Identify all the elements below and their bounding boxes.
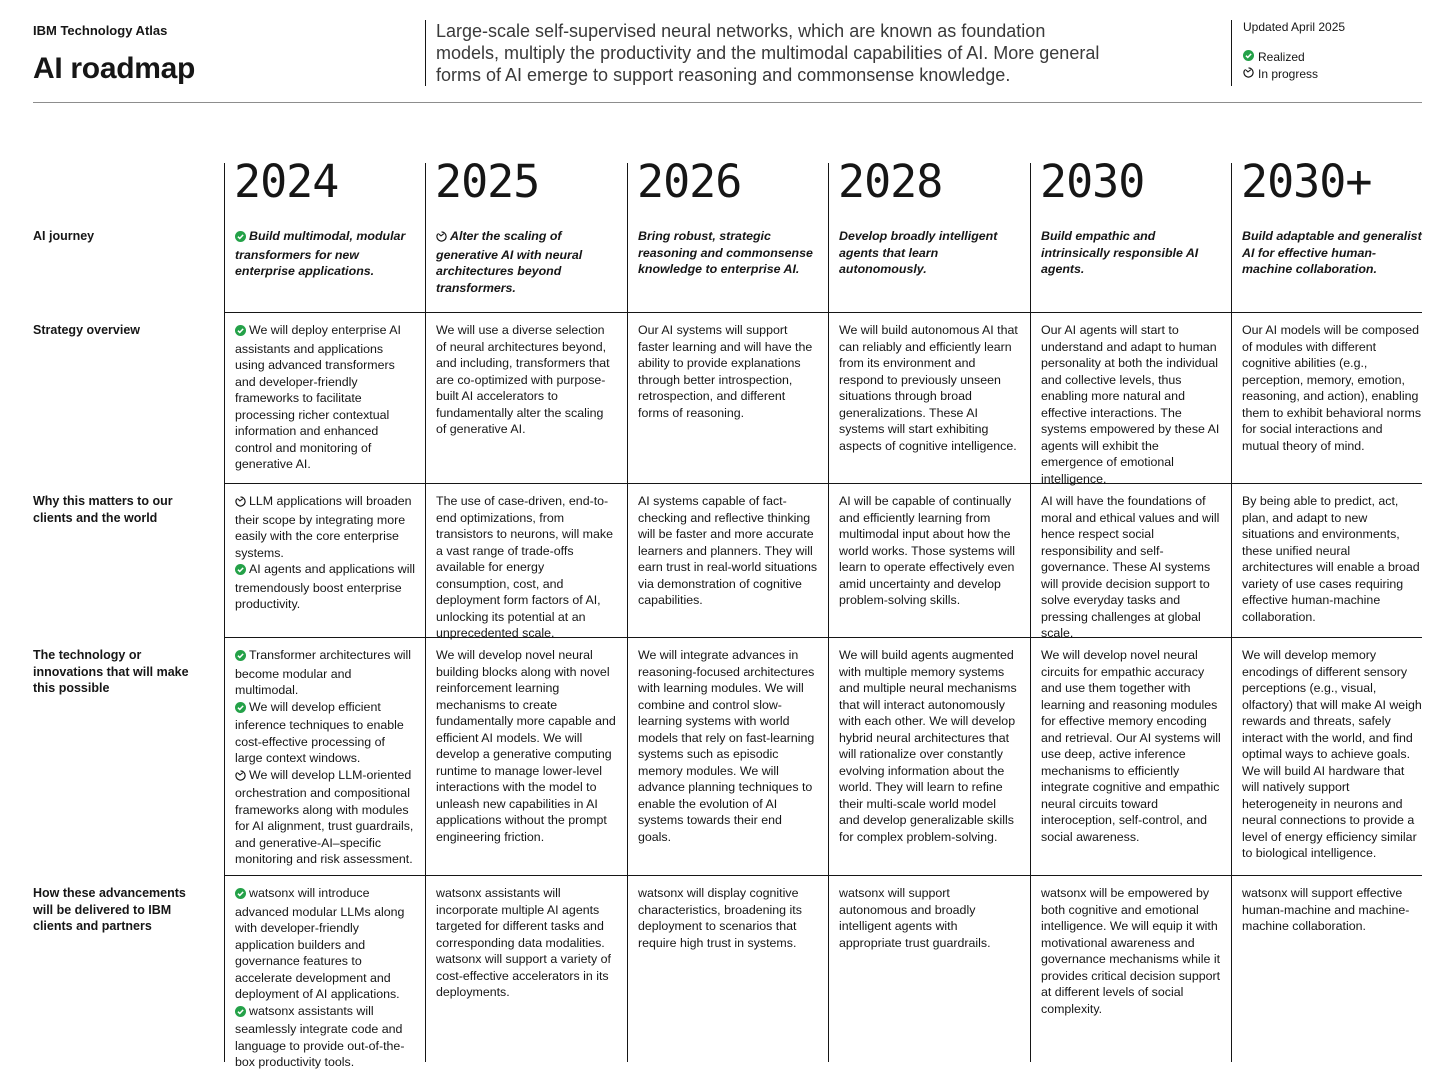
delivery-cell-2030	[1041, 885, 1221, 1017]
journey-item	[436, 228, 616, 296]
delivery-item	[235, 1003, 415, 1071]
tech-item-text: We will develop novel neural circuits for empathic accuracy and use them together with learning and reasoning modules for effective memory encoding and retrieval. Our AI systems will use deep, active inference mechanisms to efficiently integrate cognitive and empathic neural circuits toward interoception, self-control, and social awareness.	[1041, 648, 1221, 844]
delivery-item	[839, 885, 1019, 951]
row-label-tech: The technology or innovations that will make this possible	[33, 648, 189, 695]
column-divider	[425, 163, 426, 1062]
check-circle-icon	[235, 701, 246, 718]
tech-cell-2030	[1041, 647, 1221, 845]
why-item-text: AI will be capable of continually and efficiently learning from multimodal input about how the world works. Those systems will learn to operate effectively even amid uncertainty and develop problem-solving skills.	[839, 494, 1016, 607]
legend-realized	[1243, 48, 1345, 65]
journey-item	[235, 228, 415, 280]
column-divider	[828, 163, 829, 1062]
check-circle-icon	[235, 1005, 246, 1022]
tech-item-text: We will develop memory encodings of different sensory perceptions (e.g., visual, olfactory) that will make AI weigh rewards and threats, safely interact with the world, and find optimal ways to achieve goals. We will build AI hardware that will natively support heterogeneity in neurons and neural connections to provide a level of energy efficiency similar to biological intelligence.	[1242, 648, 1422, 860]
tech-cell-2025	[436, 647, 616, 845]
tech-item	[638, 647, 818, 845]
delivery-item-text: watsonx will introduce advanced modular LLMs along with developer-friendly application builders and governance features to accelerate development and deployment of AI applications.	[235, 886, 405, 1001]
tech-item-text: We will develop LLM-oriented orchestration and compositional frameworks along with modules for AI alignment, trust guardrails, and generative-AI–specific monitoring and risk assessment.	[235, 767, 414, 866]
row-label-journey: AI journey	[33, 229, 95, 243]
row-divider	[224, 637, 1422, 638]
why-cell-2030+	[1242, 493, 1422, 625]
tech-item	[1041, 647, 1221, 845]
check-circle-icon	[1243, 50, 1258, 64]
tech-cell-2028	[839, 647, 1019, 845]
tech-item	[839, 647, 1019, 845]
delivery-cell-2024	[235, 885, 415, 1071]
check-circle-icon	[235, 230, 246, 247]
intro-text: Large-scale self-supervised neural networks, which are known as foundation models, multiply the productivity and the multimodal capabilities of AI. More general forms of AI emerge to support reasoning and commonsense knowledge.	[425, 20, 1105, 86]
tech-item-text: We will develop novel neural building blocks along with novel reinforcement learning mechanisms to create fundamentally more capable and efficient AI models. We will develop a generative computing runtime to manage lower-level interactions with the model to unleash new capabilities in AI applications without the prompt engineering friction.	[436, 648, 616, 844]
journey-cell-2025	[436, 228, 616, 296]
strategy-cell-2028	[839, 322, 1019, 454]
check-circle-icon	[235, 563, 246, 580]
strategy-item-text: Our AI agents will start to understand and adapt to human personality at both the individual and collective levels, thus enabling more natural and effective interactions. The systems empowered by these AI agents will exhibit the emergence of emotional intelligence.	[1041, 323, 1220, 486]
strategy-item-text: We will use a diverse selection of neural architectures beyond, and including, transformers that are co-optimized with purpose-built AI accelerators to fundamentally alter the scaling of generative AI.	[436, 323, 610, 436]
delivery-item	[235, 885, 415, 1003]
delivery-item-text: watsonx will support autonomous and broadly intelligent agents with appropriate trust guardrails.	[839, 886, 991, 950]
row-divider	[224, 483, 1422, 484]
why-item	[638, 493, 818, 609]
tech-item	[1242, 647, 1422, 862]
strategy-cell-2026	[638, 322, 818, 421]
why-item	[235, 493, 415, 561]
delivery-cell-2030+	[1242, 885, 1422, 935]
year-heading: 2028	[838, 155, 943, 208]
tech-cell-2030+	[1242, 647, 1422, 862]
delivery-item	[436, 885, 616, 1001]
why-cell-2024	[235, 493, 415, 613]
strategy-item	[638, 322, 818, 421]
progress-circle-icon	[235, 495, 246, 512]
journey-item-text: Build empathic and intrinsically responsible AI agents.	[1041, 229, 1199, 276]
year-heading: 2025	[435, 155, 540, 208]
delivery-item-text: watsonx will be empowered by both cognitive and emotional intelligence. We will equip it with motivational awareness and governance mechanisms while it provides critical decision support at different levels of social complexity.	[1041, 886, 1221, 1016]
column-divider	[627, 163, 628, 1062]
journey-item	[839, 228, 1019, 278]
delivery-item	[638, 885, 818, 951]
year-heading: 2030+	[1241, 155, 1372, 208]
strategy-cell-2024	[235, 322, 415, 473]
row-label-why: Why this matters to our clients and the world	[33, 494, 173, 525]
delivery-cell-2028	[839, 885, 1019, 951]
delivery-item-text: watsonx assistants will seamlessly integrate code and language to provide out-of-the-box productivity tools.	[235, 1003, 405, 1069]
strategy-cell-2025	[436, 322, 616, 438]
delivery-item-text: watsonx will display cognitive characteristics, broadening its deployment to scenarios that require high trust in systems.	[638, 886, 802, 950]
strategy-item	[436, 322, 616, 438]
legend-in-progress	[1243, 65, 1345, 82]
progress-circle-icon	[436, 230, 447, 247]
row-label-strategy: Strategy overview	[33, 323, 140, 337]
why-item	[436, 493, 616, 642]
why-item-text: AI will have the foundations of moral and ethical values and will hence respect social responsibility and self-governance. These AI systems will provide decision support to solve everyday tasks and pressing challenges at global scale.	[1041, 494, 1220, 640]
delivery-cell-2025	[436, 885, 616, 1001]
journey-item-text: Build multimodal, modular transformers for new enterprise applications.	[235, 229, 406, 278]
tech-item-text: We will build agents augmented with multiple memory systems and multiple neural mechanisms that will interact autonomously with each other. We will develop hybrid neural architectures that will rationalize over constantly evolving information about the world. They will learn to refine their multi-scale world model and develop generalizable skills for complex problem-solving.	[839, 648, 1017, 844]
page-title: AI roadmap	[33, 52, 196, 85]
year-heading: 2024	[234, 155, 339, 208]
journey-cell-2026	[638, 228, 818, 278]
tech-cell-2024	[235, 647, 415, 868]
check-circle-icon	[235, 649, 246, 666]
journey-item	[1242, 228, 1422, 278]
header-divider	[33, 102, 1422, 103]
progress-circle-icon	[1243, 67, 1258, 81]
strategy-item	[1041, 322, 1221, 487]
year-heading: 2030	[1040, 155, 1145, 208]
year-heading: 2026	[637, 155, 742, 208]
strategy-cell-2030	[1041, 322, 1221, 487]
row-divider	[224, 312, 1422, 313]
check-circle-icon	[235, 324, 246, 341]
journey-item-text: Alter the scaling of generative AI with neural architectures beyond transformers.	[436, 229, 583, 295]
journey-cell-2024	[235, 228, 415, 280]
journey-item-text: Build adaptable and generalist AI for effective human-machine collaboration.	[1242, 229, 1422, 276]
column-divider	[1231, 163, 1232, 1062]
legend-in-progress-label: In progress	[1258, 66, 1319, 81]
tech-item	[436, 647, 616, 845]
why-item-text: AI agents and applications will tremendously boost enterprise productivity.	[235, 562, 415, 611]
progress-circle-icon	[235, 769, 246, 786]
tech-item-text: We will integrate advances in reasoning-focused architectures with learning modules. We will combine and control slow-learning systems with world models that rely on fast-learning systems such as episodic memory modules. We will advance planning techniques to enable the evolution of AI systems towards their end goals.	[638, 648, 815, 844]
row-label-delivery: How these advancements will be delivered to IBM clients and partners	[33, 886, 186, 933]
strategy-item	[235, 322, 415, 473]
delivery-item	[1041, 885, 1221, 1017]
strategy-item-text: Our AI models will be composed of modules with different cognitive abilities (e.g., perception, memory, emotion, reasoning, and action), enabling them to exhibit behavioral norms for social interactions and mutual theory of mind.	[1242, 323, 1422, 453]
column-divider	[1030, 163, 1031, 1062]
column-divider	[224, 163, 225, 1062]
legend	[1231, 20, 1345, 86]
strategy-item	[1242, 322, 1422, 454]
journey-item-text: Bring robust, strategic reasoning and commonsense knowledge to enterprise AI.	[638, 229, 813, 276]
why-cell-2030	[1041, 493, 1221, 642]
why-item	[235, 561, 415, 613]
why-item	[839, 493, 1019, 609]
strategy-item-text: Our AI systems will support faster learning and will have the ability to provide explanations through better introspection, retrospection, and different forms of reasoning.	[638, 323, 813, 420]
tech-item	[235, 699, 415, 767]
legend-realized-label: Realized	[1258, 49, 1305, 64]
delivery-item-text: watsonx assistants will incorporate multiple AI agents targeted for different tasks and corresponding data modalities. watsonx will support a variety of cost-effective accelerators in its deployments.	[436, 886, 611, 999]
tech-cell-2026	[638, 647, 818, 845]
brand-name: IBM Technology Atlas	[33, 23, 168, 38]
why-item	[1242, 493, 1422, 625]
strategy-item-text: We will deploy enterprise AI assistants and applications using advanced transformers and developer-friendly frameworks to facilitate processing richer contextual information and enhanced control and monitoring of generative AI.	[235, 323, 401, 471]
why-item-text: By being able to predict, act, plan, and adapt to new situations and environments, these unified neural architectures will enable a broad variety of use cases requiring effective human-machine collaboration.	[1242, 494, 1420, 624]
why-item	[1041, 493, 1221, 642]
row-divider	[224, 875, 1422, 876]
why-cell-2028	[839, 493, 1019, 609]
updated-date: Updated April 2025	[1243, 20, 1346, 34]
journey-item	[638, 228, 818, 278]
delivery-cell-2026	[638, 885, 818, 951]
journey-item	[1041, 228, 1221, 278]
why-item-text: The use of case-driven, end-to-end optimizations, from transistors to neurons, will make a vast range of trade-offs available for energy consumption, cost, and deployment form factors of AI, unlocking its potential at an unprecedented scale.	[436, 494, 613, 640]
check-circle-icon	[235, 887, 246, 904]
journey-cell-2028	[839, 228, 1019, 278]
why-item-text: LLM applications will broaden their scope by integrating more easily with the core enterprise systems.	[235, 494, 412, 560]
tech-item	[235, 767, 415, 868]
delivery-item	[1242, 885, 1422, 935]
journey-cell-2030	[1041, 228, 1221, 278]
strategy-item	[839, 322, 1019, 454]
delivery-item-text: watsonx will support effective human-machine and machine-machine collaboration.	[1242, 886, 1410, 933]
why-item-text: AI systems capable of fact-checking and reflective thinking will be faster and more accurate learners and planners. They will earn trust in real-world situations via demonstration of cognitive capabilities.	[638, 494, 818, 607]
why-cell-2026	[638, 493, 818, 609]
tech-item-text: We will develop efficient inference techniques to enable cost-effective processing of large context windows.	[235, 699, 404, 765]
journey-cell-2030+	[1242, 228, 1422, 278]
journey-item-text: Develop broadly intelligent agents that learn autonomously.	[839, 229, 998, 276]
why-cell-2025	[436, 493, 616, 642]
strategy-cell-2030+	[1242, 322, 1422, 454]
strategy-item-text: We will build autonomous AI that can reliably and efficiently learn from its environment and respond to previously unseen situations through broad generalizations. These AI systems will start exhibiting aspects of cognitive intelligence.	[839, 323, 1018, 453]
tech-item-text: Transformer architectures will become modular and multimodal.	[235, 648, 412, 697]
tech-item	[235, 647, 415, 699]
